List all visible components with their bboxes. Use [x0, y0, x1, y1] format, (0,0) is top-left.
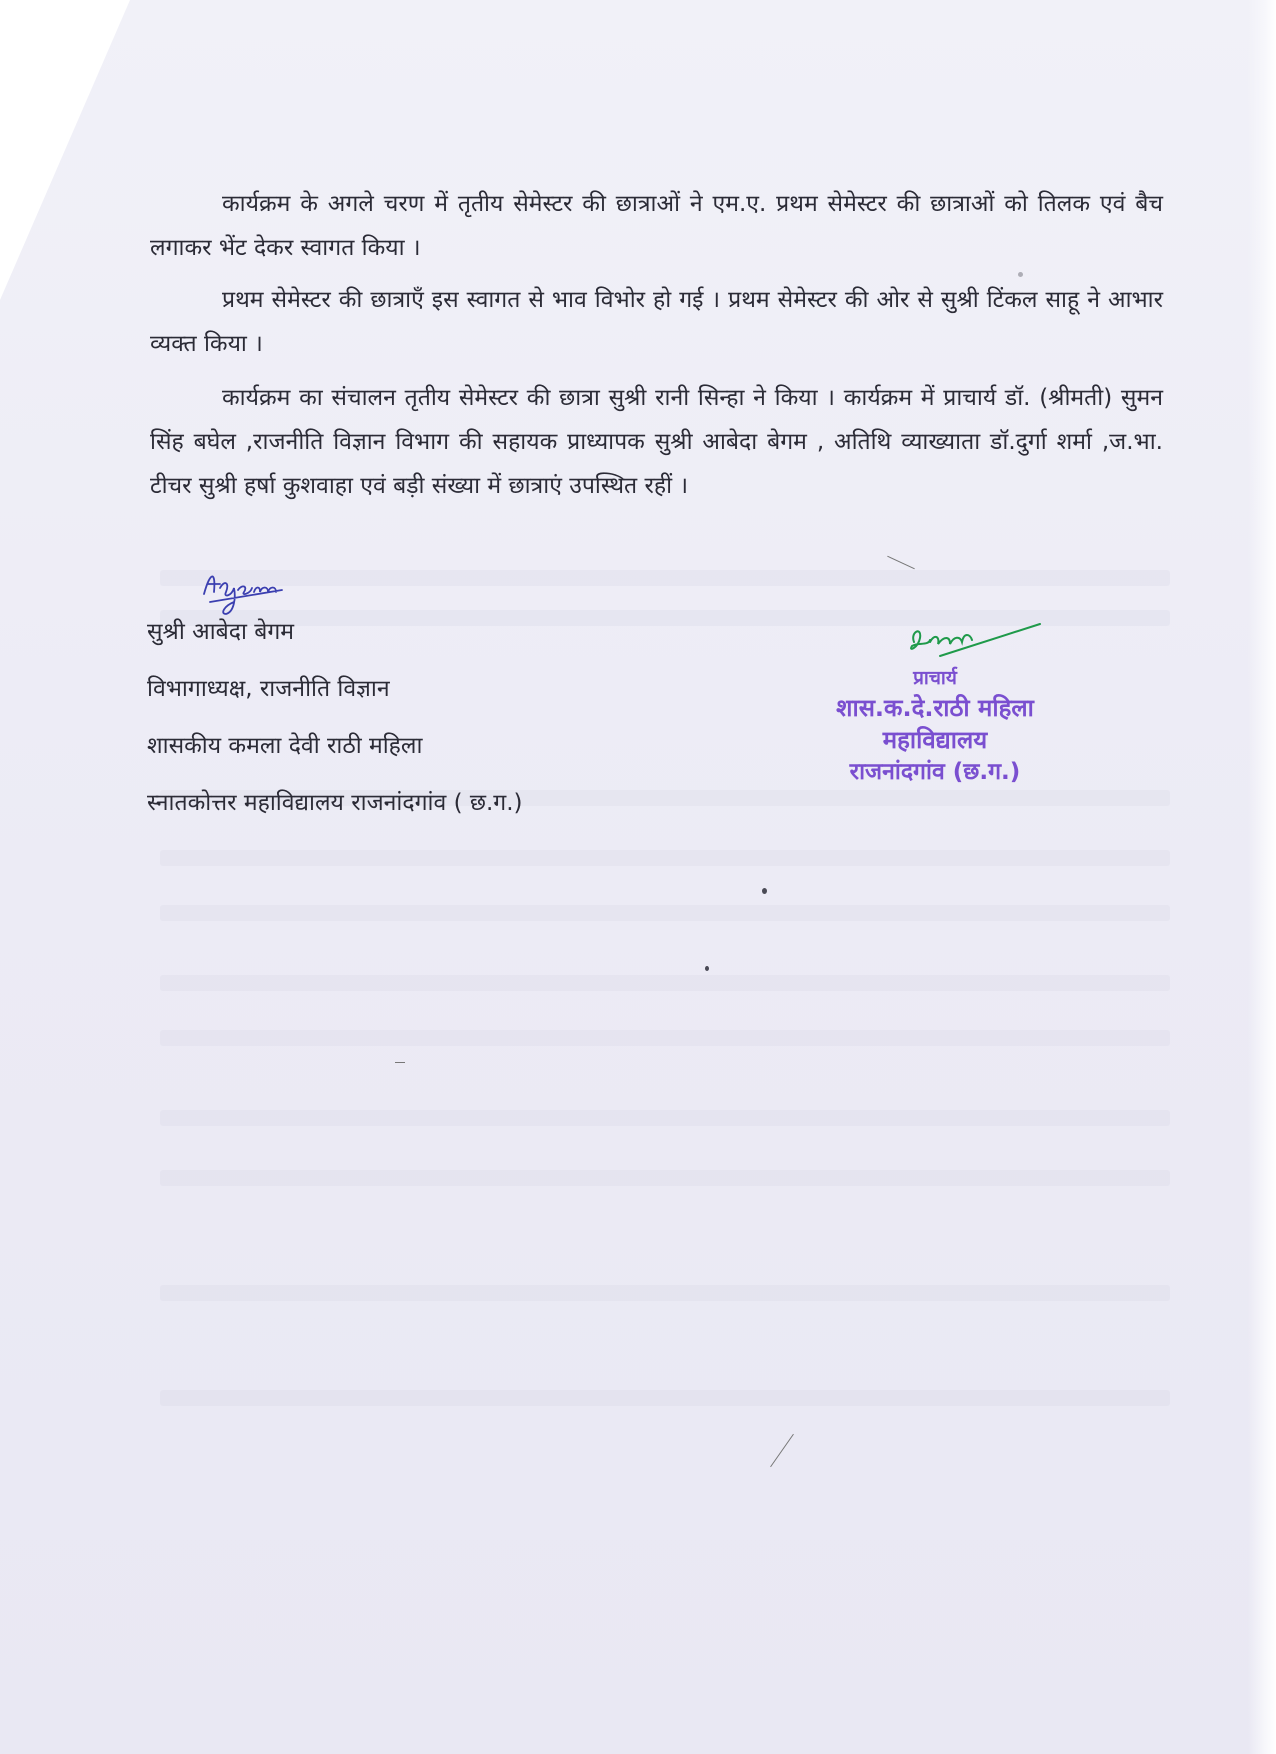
scan-scratch: [887, 556, 915, 570]
bleed-through: [160, 1285, 1170, 1301]
scan-scratch: [770, 1434, 794, 1467]
signatory-block: [147, 612, 523, 840]
bleed-through: [160, 1030, 1170, 1046]
paragraph-text: कार्यक्रम के अगले चरण में तृतीय सेमेस्टर की छात्राओं ने एम.ए. प्रथम सेमेस्टर की छात्राओं को तिलक एवं बैच लगाकर भेंट देकर स्वागत किया ।: [150, 191, 1163, 261]
bleed-through: [160, 905, 1170, 921]
signatory-name: सुश्री आबेदा बेगम: [147, 619, 295, 645]
folded-corner: [0, 0, 130, 300]
signatory-institution: शासकीय कमला देवी राठी महिला: [147, 733, 423, 759]
bleed-through: [160, 570, 1170, 586]
scan-speck: [1018, 272, 1023, 277]
paragraph-gratitude: [150, 278, 1163, 366]
scan-speck: [762, 888, 767, 894]
bleed-through: [160, 1170, 1170, 1186]
seal-location: राजनांदगांव (छ.ग.): [849, 759, 1021, 785]
paragraph-welcome: [150, 182, 1163, 270]
signatory-designation: विभागाध्यक्ष, राजनीति विज्ञान: [147, 676, 390, 702]
page-edge: [1248, 0, 1276, 1754]
bleed-through: [160, 1110, 1170, 1126]
signatory-institution-address: स्नातकोत्तर महाविद्यालय राजनांदगांव ( छ.ग.): [147, 790, 523, 816]
bleed-through: [160, 1390, 1170, 1406]
bleed-through: [160, 850, 1170, 866]
scan-scratch: [395, 1062, 405, 1063]
scan-speck: [705, 966, 709, 971]
seal-college: शास.क.दे.राठी महिला महाविद्यालय: [836, 694, 1034, 754]
handwritten-signature-right: [900, 612, 1050, 662]
paragraph-conduct: [150, 376, 1163, 508]
principal-seal: [790, 664, 1080, 788]
paragraph-text: कार्यक्रम का संचालन तृतीय सेमेस्टर की छात्रा सुश्री रानी सिन्हा ने किया । कार्यक्रम में प्राचार्य डॉ. (श्रीमती) सुमन सिंह बघेल ,राजनीति विज्ञान विभाग की सहायक प्राध्यापक सुश्री आबेदा बेगम , अतिथि व्याख्याता डॉ.दुर्गा शर्मा ,ज.भा. टीचर सुश्री हर्षा कुशवाहा एवं बड़ी संख्या में छात्राएं उपस्थित रहीं ।: [150, 385, 1163, 499]
seal-title: प्राचार्य: [913, 667, 957, 689]
paragraph-text: प्रथम सेमेस्टर की छात्राएँ इस स्वागत से भाव विभोर हो गई । प्रथम सेमेस्टर की ओर से सुश्री टिंकल साहू ने आभार व्यक्त किया ।: [150, 287, 1163, 357]
bleed-through: [160, 975, 1170, 991]
